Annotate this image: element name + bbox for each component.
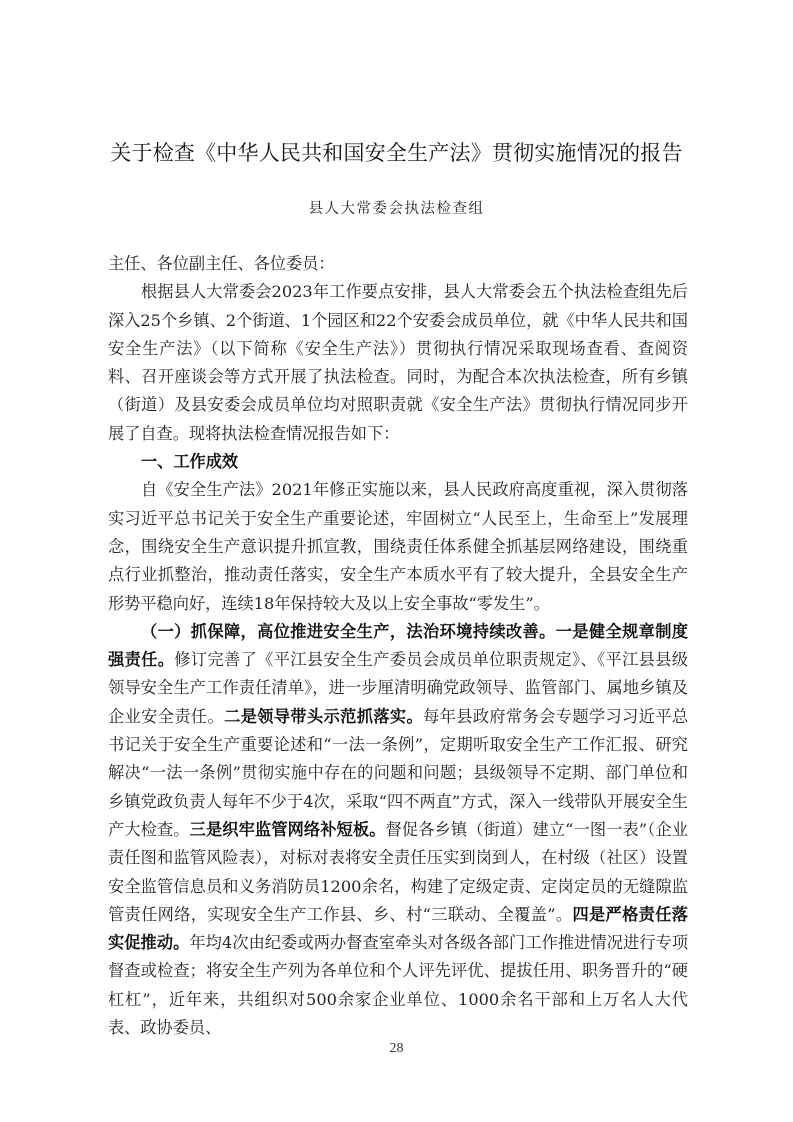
point-text: 修订完善了《平江县安全生产委员会成员单位职责规定》、《平江县县级领导安全生产工作责任清单》，进一步厘清明确党政领导、监管部门、属地乡镇及企业安全责任。 — [108, 650, 688, 726]
salutation: 主任、各位副主任、各位委员： — [108, 254, 335, 273]
document-title: 关于检查《中华人民共和国安全生产法》贯彻实施情况的报告 — [110, 141, 683, 165]
document-author: 县人大常委会执法检查组 — [308, 201, 485, 217]
point-text: 年均4次由纪委或两办督查室牵头对各级各部门工作推进情况进行专项督查或检查；将安全生产列为各单位和个人评先评优、提拔任用、职务晋升的“硬杠杠”，近年来，共组织对500余家企业单位、1000余名干部和上万名人大代表、政协委员、 — [108, 933, 689, 1038]
intro-paragraph: 根据县人大常委会2023年工作要点安排，县人大常委会五个执法检查组先后深入25个乡镇、2个街道、1个园区和22个安委会成员单位，就《中华人民共和国安全生产法》（以下简称《安全生产法》）贯彻执行情况采取现场查看、查阅资料、召开座谈会等方式开展了执法检查。同时，为配合本次执法检查，所有乡镇（街道）及县安委会成员单位均对照职责就《安全生产法》贯彻执行情况同步开展了自查。现将执法检查情况报告如下： — [108, 282, 688, 443]
section-paragraph: 自《安全生产法》2021年修正实施以来，县人民政府高度重视，深入贯彻落实习近平总书记关于安全生产重要论述，牢固树立“人民至上，生命至上”发展理念，围绕安全生产意识提升抓宣教，围绕责任体系健全抓基层网络建设，围绕重点行业抓整治，推动责任落实，安全生产本质水平有了较大提升，全县安全生产形势平稳向好，连续18年保持较大及以上安全事故“零发生”。 — [108, 480, 688, 613]
point-title: 一是健全规章制度强责任。 — [108, 621, 689, 670]
subsection-paragraph — [108, 618, 688, 1042]
subsection-heading: （一）抓保障，高位推进安全生产，法治环境持续改善。 — [141, 621, 556, 641]
point-title: 二是领导带头示范抓落实。 — [224, 706, 424, 726]
point-title: 三是织牢监管网络补短板。 — [189, 819, 386, 839]
page-number: 28 — [389, 1041, 404, 1056]
section-heading: 一、工作成效 — [141, 452, 239, 472]
point-text: 督促各乡镇（街道）建立“一图一表”（企业责任图和监管风险表），对标对表将安全责任压实到岗到人，在村级（社区）设置安全监管信息员和义务消防员1200余名，构建了定级定责、定岗定员的无缝隙监管责任网络，实现安全生产工作县、乡、村“三联动、全覆盖”。 — [108, 819, 689, 924]
document-body — [108, 250, 688, 1042]
point-title: 四是严格责任落实促推动。 — [108, 904, 688, 953]
point-text: 每年县政府常务会专题学习习近平总书记关于安全生产重要论述和“一法一条例”，定期听取安全生产工作汇报、研究解决“一法一条例”贯彻实施中存在的问题和问题；县级领导不定期、部门单位和乡镇党政负责人每年不少于4次，采取“四不两直”方式，深入一线带队开展安全生产大检查。 — [108, 706, 689, 839]
